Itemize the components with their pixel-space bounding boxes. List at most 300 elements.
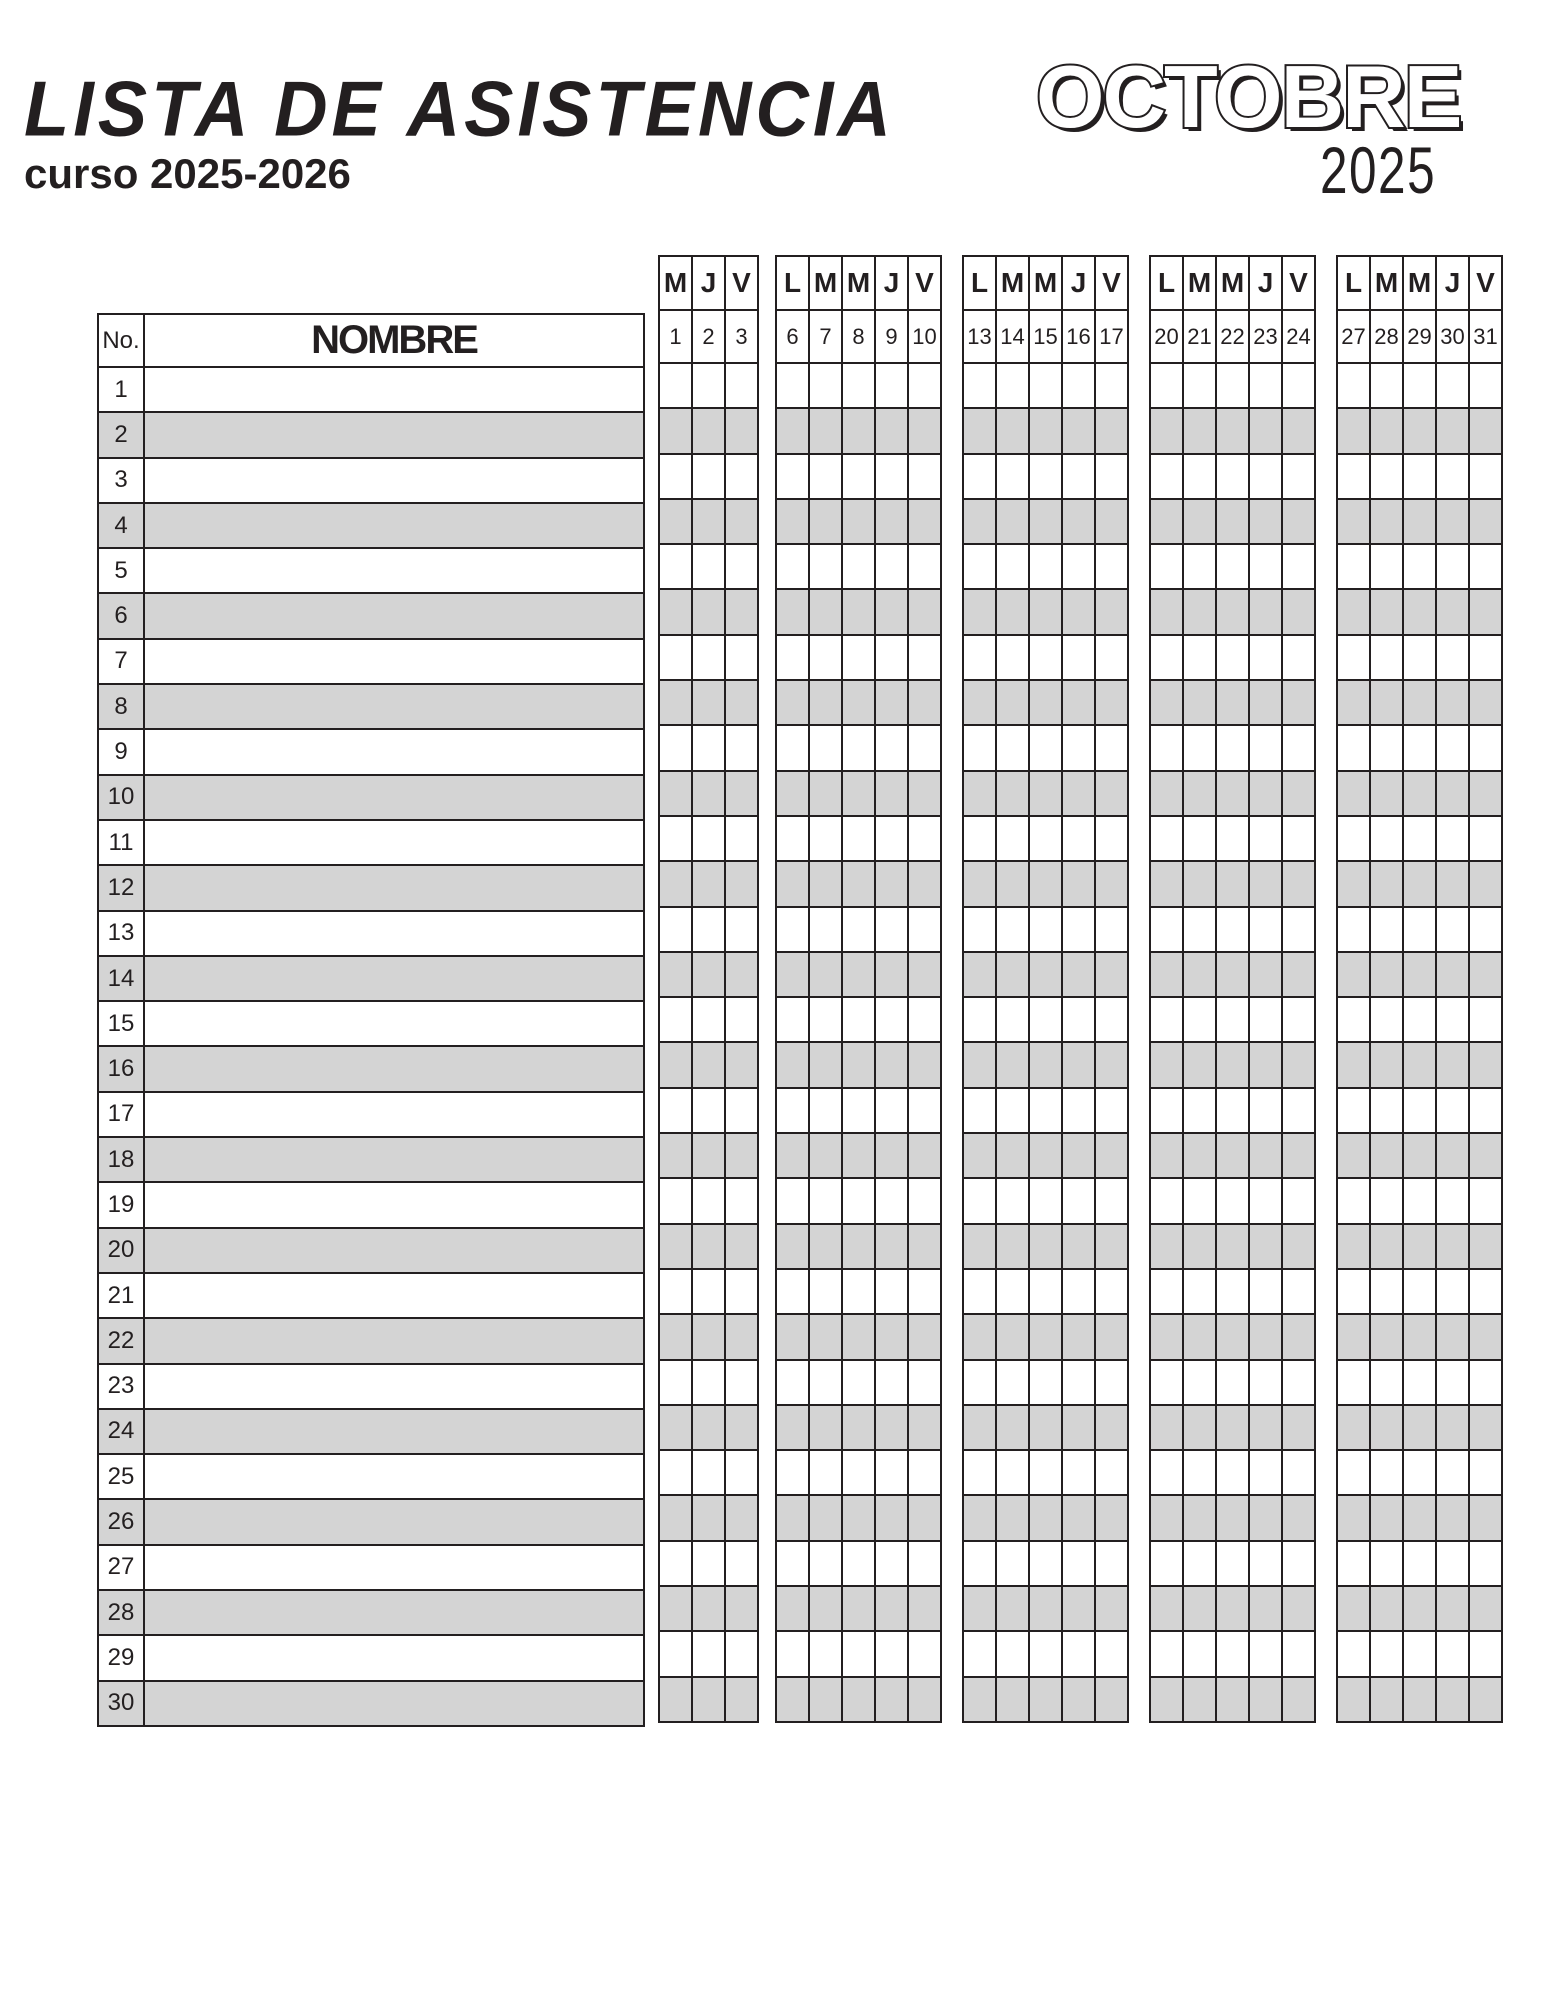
attendance-cell[interactable]: [1282, 1088, 1315, 1133]
attendance-cell[interactable]: [1370, 544, 1403, 589]
attendance-cell[interactable]: [908, 1405, 941, 1450]
attendance-cell[interactable]: [875, 1133, 908, 1178]
attendance-cell[interactable]: [1062, 408, 1095, 453]
attendance-cell[interactable]: [908, 1677, 941, 1722]
attendance-cell[interactable]: [1370, 1269, 1403, 1314]
attendance-cell[interactable]: [1403, 1450, 1436, 1495]
attendance-cell[interactable]: [1436, 1224, 1469, 1269]
attendance-cell[interactable]: [908, 907, 941, 952]
attendance-cell[interactable]: [1216, 1224, 1249, 1269]
attendance-cell[interactable]: [1282, 1360, 1315, 1405]
attendance-cell[interactable]: [842, 907, 875, 952]
attendance-cell[interactable]: [1150, 1541, 1183, 1586]
attendance-cell[interactable]: [1150, 1360, 1183, 1405]
attendance-cell[interactable]: [1095, 816, 1128, 861]
attendance-cell[interactable]: [1062, 454, 1095, 499]
attendance-cell[interactable]: [692, 1405, 725, 1450]
attendance-cell[interactable]: [842, 816, 875, 861]
attendance-cell[interactable]: [809, 1541, 842, 1586]
attendance-cell[interactable]: [963, 771, 996, 816]
attendance-cell[interactable]: [725, 1495, 758, 1540]
attendance-cell[interactable]: [1150, 454, 1183, 499]
attendance-cell[interactable]: [1249, 725, 1282, 770]
attendance-cell[interactable]: [659, 771, 692, 816]
attendance-cell[interactable]: [809, 1450, 842, 1495]
attendance-cell[interactable]: [725, 1450, 758, 1495]
attendance-cell[interactable]: [725, 725, 758, 770]
attendance-cell[interactable]: [725, 1133, 758, 1178]
attendance-cell[interactable]: [1216, 1360, 1249, 1405]
attendance-cell[interactable]: [1337, 544, 1370, 589]
attendance-cell[interactable]: [1403, 907, 1436, 952]
attendance-cell[interactable]: [1403, 635, 1436, 680]
attendance-cell[interactable]: [1469, 1360, 1502, 1405]
student-name-cell[interactable]: [144, 1092, 644, 1137]
attendance-cell[interactable]: [1150, 1677, 1183, 1722]
attendance-cell[interactable]: [725, 861, 758, 906]
attendance-cell[interactable]: [1370, 1224, 1403, 1269]
attendance-cell[interactable]: [1095, 589, 1128, 634]
attendance-cell[interactable]: [725, 1541, 758, 1586]
attendance-cell[interactable]: [776, 1133, 809, 1178]
attendance-cell[interactable]: [1095, 1133, 1128, 1178]
attendance-cell[interactable]: [725, 816, 758, 861]
attendance-cell[interactable]: [1095, 952, 1128, 997]
student-name-cell[interactable]: [144, 911, 644, 956]
attendance-cell[interactable]: [963, 861, 996, 906]
attendance-cell[interactable]: [1469, 1677, 1502, 1722]
attendance-cell[interactable]: [659, 1178, 692, 1223]
attendance-cell[interactable]: [1150, 1224, 1183, 1269]
attendance-cell[interactable]: [1183, 771, 1216, 816]
attendance-cell[interactable]: [776, 997, 809, 1042]
attendance-cell[interactable]: [1216, 816, 1249, 861]
student-name-cell[interactable]: [144, 1046, 644, 1091]
attendance-cell[interactable]: [1062, 635, 1095, 680]
attendance-cell[interactable]: [963, 1042, 996, 1087]
attendance-cell[interactable]: [1436, 816, 1469, 861]
attendance-cell[interactable]: [1249, 907, 1282, 952]
attendance-cell[interactable]: [1216, 1314, 1249, 1359]
attendance-cell[interactable]: [776, 499, 809, 544]
attendance-cell[interactable]: [996, 725, 1029, 770]
attendance-cell[interactable]: [996, 1586, 1029, 1631]
attendance-cell[interactable]: [842, 499, 875, 544]
attendance-cell[interactable]: [1403, 1178, 1436, 1223]
attendance-cell[interactable]: [1216, 544, 1249, 589]
attendance-cell[interactable]: [1249, 635, 1282, 680]
attendance-cell[interactable]: [875, 1088, 908, 1133]
attendance-cell[interactable]: [963, 680, 996, 725]
attendance-cell[interactable]: [1436, 1178, 1469, 1223]
attendance-cell[interactable]: [809, 1224, 842, 1269]
attendance-cell[interactable]: [1282, 1042, 1315, 1087]
student-name-cell[interactable]: [144, 548, 644, 593]
attendance-cell[interactable]: [692, 1224, 725, 1269]
attendance-cell[interactable]: [725, 952, 758, 997]
student-name-cell[interactable]: [144, 729, 644, 774]
attendance-cell[interactable]: [908, 544, 941, 589]
attendance-cell[interactable]: [692, 907, 725, 952]
attendance-cell[interactable]: [776, 725, 809, 770]
attendance-cell[interactable]: [1282, 1405, 1315, 1450]
attendance-cell[interactable]: [875, 1586, 908, 1631]
attendance-cell[interactable]: [1029, 544, 1062, 589]
attendance-cell[interactable]: [1469, 499, 1502, 544]
attendance-cell[interactable]: [1095, 408, 1128, 453]
attendance-cell[interactable]: [1370, 1088, 1403, 1133]
student-name-cell[interactable]: [144, 1545, 644, 1590]
attendance-cell[interactable]: [1062, 1586, 1095, 1631]
attendance-cell[interactable]: [1249, 1631, 1282, 1676]
attendance-cell[interactable]: [659, 1541, 692, 1586]
attendance-cell[interactable]: [1150, 408, 1183, 453]
attendance-cell[interactable]: [1469, 725, 1502, 770]
attendance-cell[interactable]: [875, 1224, 908, 1269]
attendance-cell[interactable]: [1095, 1269, 1128, 1314]
attendance-cell[interactable]: [1183, 1224, 1216, 1269]
attendance-cell[interactable]: [908, 408, 941, 453]
attendance-cell[interactable]: [1150, 1088, 1183, 1133]
attendance-cell[interactable]: [659, 1677, 692, 1722]
attendance-cell[interactable]: [1469, 363, 1502, 408]
attendance-cell[interactable]: [659, 1269, 692, 1314]
attendance-cell[interactable]: [1282, 1631, 1315, 1676]
attendance-cell[interactable]: [842, 997, 875, 1042]
attendance-cell[interactable]: [1062, 1495, 1095, 1540]
attendance-cell[interactable]: [692, 1088, 725, 1133]
attendance-cell[interactable]: [1282, 861, 1315, 906]
attendance-cell[interactable]: [692, 1677, 725, 1722]
attendance-cell[interactable]: [1403, 1224, 1436, 1269]
attendance-cell[interactable]: [809, 907, 842, 952]
attendance-cell[interactable]: [725, 589, 758, 634]
student-name-cell[interactable]: [144, 820, 644, 865]
attendance-cell[interactable]: [1282, 997, 1315, 1042]
attendance-cell[interactable]: [659, 1405, 692, 1450]
attendance-cell[interactable]: [692, 1314, 725, 1359]
attendance-cell[interactable]: [1062, 952, 1095, 997]
attendance-cell[interactable]: [1216, 907, 1249, 952]
attendance-cell[interactable]: [963, 635, 996, 680]
attendance-cell[interactable]: [1183, 1586, 1216, 1631]
attendance-cell[interactable]: [996, 454, 1029, 499]
attendance-cell[interactable]: [875, 589, 908, 634]
attendance-cell[interactable]: [1062, 1269, 1095, 1314]
attendance-cell[interactable]: [1436, 1405, 1469, 1450]
attendance-cell[interactable]: [1469, 680, 1502, 725]
attendance-cell[interactable]: [1029, 907, 1062, 952]
attendance-cell[interactable]: [692, 1495, 725, 1540]
student-name-cell[interactable]: [144, 865, 644, 910]
attendance-cell[interactable]: [1249, 816, 1282, 861]
attendance-cell[interactable]: [1370, 635, 1403, 680]
attendance-cell[interactable]: [842, 861, 875, 906]
attendance-cell[interactable]: [725, 544, 758, 589]
attendance-cell[interactable]: [659, 725, 692, 770]
attendance-cell[interactable]: [996, 1178, 1029, 1223]
attendance-cell[interactable]: [1249, 1677, 1282, 1722]
student-name-cell[interactable]: [144, 956, 644, 1001]
attendance-cell[interactable]: [1403, 1088, 1436, 1133]
attendance-cell[interactable]: [1150, 544, 1183, 589]
attendance-cell[interactable]: [1150, 861, 1183, 906]
attendance-cell[interactable]: [842, 635, 875, 680]
attendance-cell[interactable]: [1282, 1269, 1315, 1314]
attendance-cell[interactable]: [692, 1178, 725, 1223]
attendance-cell[interactable]: [1029, 363, 1062, 408]
attendance-cell[interactable]: [1436, 363, 1469, 408]
attendance-cell[interactable]: [1249, 1269, 1282, 1314]
attendance-cell[interactable]: [963, 1586, 996, 1631]
attendance-cell[interactable]: [809, 1360, 842, 1405]
attendance-cell[interactable]: [1469, 544, 1502, 589]
attendance-cell[interactable]: [1436, 771, 1469, 816]
attendance-cell[interactable]: [1249, 544, 1282, 589]
attendance-cell[interactable]: [996, 499, 1029, 544]
attendance-cell[interactable]: [875, 1360, 908, 1405]
attendance-cell[interactable]: [1062, 499, 1095, 544]
attendance-cell[interactable]: [1249, 1360, 1282, 1405]
attendance-cell[interactable]: [842, 1133, 875, 1178]
attendance-cell[interactable]: [963, 1133, 996, 1178]
attendance-cell[interactable]: [1183, 408, 1216, 453]
attendance-cell[interactable]: [1183, 1269, 1216, 1314]
attendance-cell[interactable]: [1337, 1495, 1370, 1540]
attendance-cell[interactable]: [842, 363, 875, 408]
attendance-cell[interactable]: [1403, 1541, 1436, 1586]
attendance-cell[interactable]: [776, 1541, 809, 1586]
attendance-cell[interactable]: [1249, 1450, 1282, 1495]
attendance-cell[interactable]: [1249, 363, 1282, 408]
attendance-cell[interactable]: [842, 1405, 875, 1450]
attendance-cell[interactable]: [1249, 1314, 1282, 1359]
attendance-cell[interactable]: [1249, 1405, 1282, 1450]
attendance-cell[interactable]: [725, 1677, 758, 1722]
attendance-cell[interactable]: [1436, 725, 1469, 770]
attendance-cell[interactable]: [908, 1314, 941, 1359]
attendance-cell[interactable]: [1150, 725, 1183, 770]
attendance-cell[interactable]: [1403, 997, 1436, 1042]
attendance-cell[interactable]: [1150, 589, 1183, 634]
attendance-cell[interactable]: [1282, 952, 1315, 997]
attendance-cell[interactable]: [908, 861, 941, 906]
student-name-cell[interactable]: [144, 1364, 644, 1409]
attendance-cell[interactable]: [963, 1314, 996, 1359]
attendance-cell[interactable]: [692, 1360, 725, 1405]
attendance-cell[interactable]: [809, 635, 842, 680]
attendance-cell[interactable]: [875, 1269, 908, 1314]
attendance-cell[interactable]: [908, 1178, 941, 1223]
attendance-cell[interactable]: [1029, 499, 1062, 544]
attendance-cell[interactable]: [1183, 1450, 1216, 1495]
attendance-cell[interactable]: [1150, 907, 1183, 952]
attendance-cell[interactable]: [1337, 1631, 1370, 1676]
attendance-cell[interactable]: [1150, 1042, 1183, 1087]
attendance-cell[interactable]: [1282, 635, 1315, 680]
attendance-cell[interactable]: [908, 499, 941, 544]
attendance-cell[interactable]: [725, 1586, 758, 1631]
attendance-cell[interactable]: [1403, 408, 1436, 453]
attendance-cell[interactable]: [1403, 499, 1436, 544]
attendance-cell[interactable]: [1249, 499, 1282, 544]
student-name-cell[interactable]: [144, 593, 644, 638]
attendance-cell[interactable]: [1469, 997, 1502, 1042]
attendance-cell[interactable]: [1029, 1405, 1062, 1450]
attendance-cell[interactable]: [1403, 1631, 1436, 1676]
attendance-cell[interactable]: [725, 1224, 758, 1269]
attendance-cell[interactable]: [725, 499, 758, 544]
attendance-cell[interactable]: [776, 1360, 809, 1405]
attendance-cell[interactable]: [692, 725, 725, 770]
attendance-cell[interactable]: [659, 907, 692, 952]
attendance-cell[interactable]: [1370, 997, 1403, 1042]
attendance-cell[interactable]: [776, 1586, 809, 1631]
attendance-cell[interactable]: [1183, 589, 1216, 634]
attendance-cell[interactable]: [1469, 1495, 1502, 1540]
attendance-cell[interactable]: [1095, 1178, 1128, 1223]
attendance-cell[interactable]: [1095, 1495, 1128, 1540]
attendance-cell[interactable]: [842, 771, 875, 816]
attendance-cell[interactable]: [908, 680, 941, 725]
attendance-cell[interactable]: [1469, 1224, 1502, 1269]
attendance-cell[interactable]: [1282, 907, 1315, 952]
attendance-cell[interactable]: [1216, 408, 1249, 453]
attendance-cell[interactable]: [692, 997, 725, 1042]
attendance-cell[interactable]: [996, 589, 1029, 634]
attendance-cell[interactable]: [1403, 589, 1436, 634]
attendance-cell[interactable]: [776, 771, 809, 816]
attendance-cell[interactable]: [1337, 1269, 1370, 1314]
attendance-cell[interactable]: [1436, 454, 1469, 499]
attendance-cell[interactable]: [875, 997, 908, 1042]
attendance-cell[interactable]: [692, 1541, 725, 1586]
attendance-cell[interactable]: [725, 363, 758, 408]
attendance-cell[interactable]: [1150, 635, 1183, 680]
attendance-cell[interactable]: [692, 861, 725, 906]
attendance-cell[interactable]: [809, 1088, 842, 1133]
attendance-cell[interactable]: [1150, 1178, 1183, 1223]
attendance-cell[interactable]: [1469, 1088, 1502, 1133]
attendance-cell[interactable]: [1095, 1541, 1128, 1586]
attendance-cell[interactable]: [659, 408, 692, 453]
attendance-cell[interactable]: [1062, 1360, 1095, 1405]
attendance-cell[interactable]: [1029, 816, 1062, 861]
attendance-cell[interactable]: [908, 589, 941, 634]
attendance-cell[interactable]: [908, 1631, 941, 1676]
attendance-cell[interactable]: [963, 1677, 996, 1722]
attendance-cell[interactable]: [692, 1586, 725, 1631]
attendance-cell[interactable]: [1183, 499, 1216, 544]
attendance-cell[interactable]: [996, 1314, 1029, 1359]
attendance-cell[interactable]: [842, 1042, 875, 1087]
attendance-cell[interactable]: [1370, 1586, 1403, 1631]
attendance-cell[interactable]: [1095, 1088, 1128, 1133]
attendance-cell[interactable]: [1282, 544, 1315, 589]
attendance-cell[interactable]: [659, 1224, 692, 1269]
attendance-cell[interactable]: [1282, 589, 1315, 634]
attendance-cell[interactable]: [1029, 454, 1062, 499]
attendance-cell[interactable]: [842, 454, 875, 499]
attendance-cell[interactable]: [776, 1178, 809, 1223]
attendance-cell[interactable]: [725, 454, 758, 499]
attendance-cell[interactable]: [996, 1042, 1029, 1087]
attendance-cell[interactable]: [776, 1450, 809, 1495]
attendance-cell[interactable]: [1062, 1450, 1095, 1495]
attendance-cell[interactable]: [1370, 771, 1403, 816]
attendance-cell[interactable]: [1183, 1541, 1216, 1586]
attendance-cell[interactable]: [1029, 1224, 1062, 1269]
attendance-cell[interactable]: [1370, 907, 1403, 952]
attendance-cell[interactable]: [1249, 680, 1282, 725]
attendance-cell[interactable]: [1029, 1314, 1062, 1359]
attendance-cell[interactable]: [875, 1677, 908, 1722]
attendance-cell[interactable]: [1249, 408, 1282, 453]
attendance-cell[interactable]: [1337, 1088, 1370, 1133]
attendance-cell[interactable]: [776, 1314, 809, 1359]
attendance-cell[interactable]: [1095, 1677, 1128, 1722]
attendance-cell[interactable]: [725, 1314, 758, 1359]
attendance-cell[interactable]: [1370, 1133, 1403, 1178]
attendance-cell[interactable]: [1337, 907, 1370, 952]
attendance-cell[interactable]: [809, 1314, 842, 1359]
attendance-cell[interactable]: [908, 363, 941, 408]
attendance-cell[interactable]: [996, 1405, 1029, 1450]
attendance-cell[interactable]: [908, 725, 941, 770]
attendance-cell[interactable]: [963, 725, 996, 770]
attendance-cell[interactable]: [692, 499, 725, 544]
attendance-cell[interactable]: [1337, 1586, 1370, 1631]
attendance-cell[interactable]: [1337, 816, 1370, 861]
attendance-cell[interactable]: [1062, 1677, 1095, 1722]
attendance-cell[interactable]: [1095, 1314, 1128, 1359]
attendance-cell[interactable]: [1183, 1133, 1216, 1178]
attendance-cell[interactable]: [1095, 1042, 1128, 1087]
attendance-cell[interactable]: [659, 680, 692, 725]
attendance-cell[interactable]: [1282, 725, 1315, 770]
student-name-cell[interactable]: [144, 503, 644, 548]
attendance-cell[interactable]: [1249, 952, 1282, 997]
attendance-cell[interactable]: [842, 725, 875, 770]
attendance-cell[interactable]: [1062, 589, 1095, 634]
attendance-cell[interactable]: [1062, 1088, 1095, 1133]
attendance-cell[interactable]: [1183, 635, 1216, 680]
attendance-cell[interactable]: [1469, 952, 1502, 997]
attendance-cell[interactable]: [809, 1631, 842, 1676]
attendance-cell[interactable]: [1370, 1314, 1403, 1359]
attendance-cell[interactable]: [1183, 1405, 1216, 1450]
attendance-cell[interactable]: [809, 725, 842, 770]
attendance-cell[interactable]: [1370, 1450, 1403, 1495]
attendance-cell[interactable]: [809, 771, 842, 816]
attendance-cell[interactable]: [1370, 1042, 1403, 1087]
attendance-cell[interactable]: [875, 454, 908, 499]
attendance-cell[interactable]: [659, 997, 692, 1042]
attendance-cell[interactable]: [1370, 1405, 1403, 1450]
attendance-cell[interactable]: [776, 816, 809, 861]
attendance-cell[interactable]: [1469, 1042, 1502, 1087]
attendance-cell[interactable]: [875, 544, 908, 589]
attendance-cell[interactable]: [963, 1269, 996, 1314]
attendance-cell[interactable]: [875, 725, 908, 770]
attendance-cell[interactable]: [1216, 1269, 1249, 1314]
attendance-cell[interactable]: [908, 1541, 941, 1586]
attendance-cell[interactable]: [1095, 1224, 1128, 1269]
attendance-cell[interactable]: [1436, 1677, 1469, 1722]
attendance-cell[interactable]: [1150, 499, 1183, 544]
attendance-cell[interactable]: [809, 1405, 842, 1450]
attendance-cell[interactable]: [692, 1042, 725, 1087]
